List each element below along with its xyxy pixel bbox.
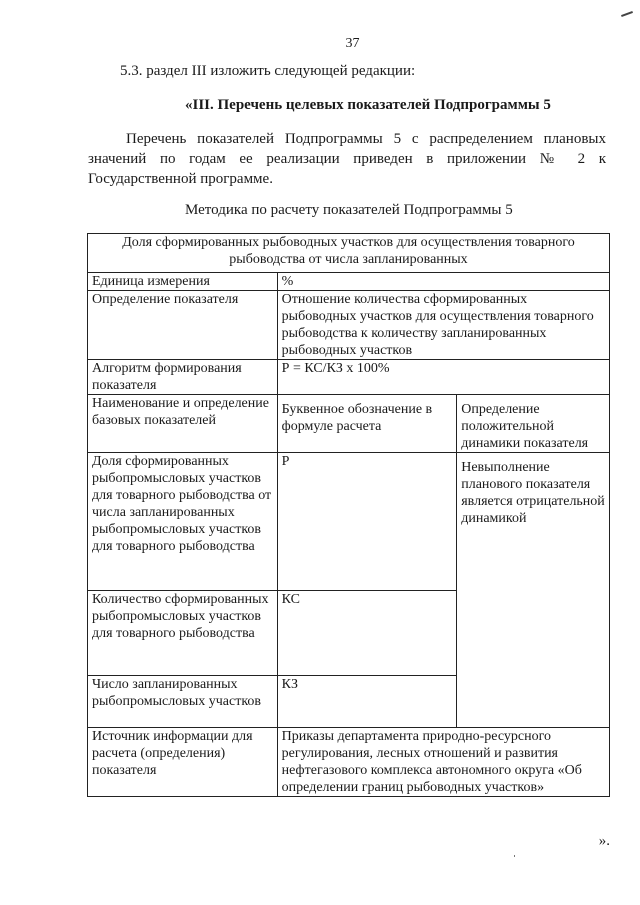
base-indicator-name: Число запланированных рыбопромысловых участков (88, 676, 278, 728)
methodology-table (87, 233, 610, 797)
source-value: Приказы департамента природно-ресурсного регулирования, лесных отношений и развития нефтегазового комплекса автономного округа «Об определении границ рыбоводных участков» (277, 728, 609, 797)
base-indicator-name: Доля сформированных рыбопромысловых участков для товарного рыбоводства от числа запланированных рыбопромысловых участков для товарного рыбоводства (88, 453, 278, 591)
dynamics-value: Невыполнение планового показателя является отрицательной динамикой (457, 453, 610, 728)
unit-value: % (277, 273, 609, 291)
table-header-row (88, 234, 610, 273)
definition-value: Отношение количества сформированных рыбоводных участков для осуществления товарного рыбоводства к количеству запланированных рыбоводных участков (277, 291, 609, 360)
indicator-title: Доля сформированных рыбоводных участков для осуществления товарного рыбоводства от числа запланированных (88, 234, 610, 273)
algorithm-label: Алгоритм формирования показателя (88, 360, 278, 395)
table-row (88, 453, 610, 591)
page-number: 37 (345, 36, 360, 51)
column-base-indicators: Наименование и определение базовых показателей (88, 395, 278, 453)
base-indicator-symbol: КЗ (277, 676, 457, 728)
base-indicator-symbol: Р (277, 453, 457, 591)
base-indicator-symbol: КС (277, 591, 457, 676)
algorithm-row (88, 360, 610, 395)
methodology-title: Методика по расчету показателей Подпрограммы 5 (185, 202, 513, 218)
scan-speck (514, 855, 515, 857)
scan-speck (621, 11, 633, 17)
source-row (88, 728, 610, 797)
column-header-row (88, 395, 610, 453)
body-paragraph: Перечень показателей Подпрограммы 5 с распределением плановых значений по годам ее реализации приведен в приложении № 2 к Государственной программе. (88, 131, 606, 187)
unit-label: Единица измерения (88, 273, 278, 291)
source-label: Источник информации для расчета (определения) показателя (88, 728, 278, 797)
column-letter-symbol: Буквенное обозначение в формуле расчета (277, 395, 457, 453)
column-positive-dynamics: Определение положительной динамики показателя (457, 395, 610, 453)
algorithm-value: Р = КС/КЗ х 100% (277, 360, 609, 395)
intro-line: 5.3. раздел III изложить следующей редакции: (120, 63, 416, 79)
unit-row (88, 273, 610, 291)
definition-row (88, 291, 610, 360)
closing-quote-mark: ». (598, 833, 610, 849)
definition-label: Определение показателя (88, 291, 278, 360)
base-indicator-name: Количество сформированных рыбопромысловых участков для товарного рыбоводства (88, 591, 278, 676)
section-heading: «III. Перечень целевых показателей Подпрограммы 5 (185, 97, 551, 113)
